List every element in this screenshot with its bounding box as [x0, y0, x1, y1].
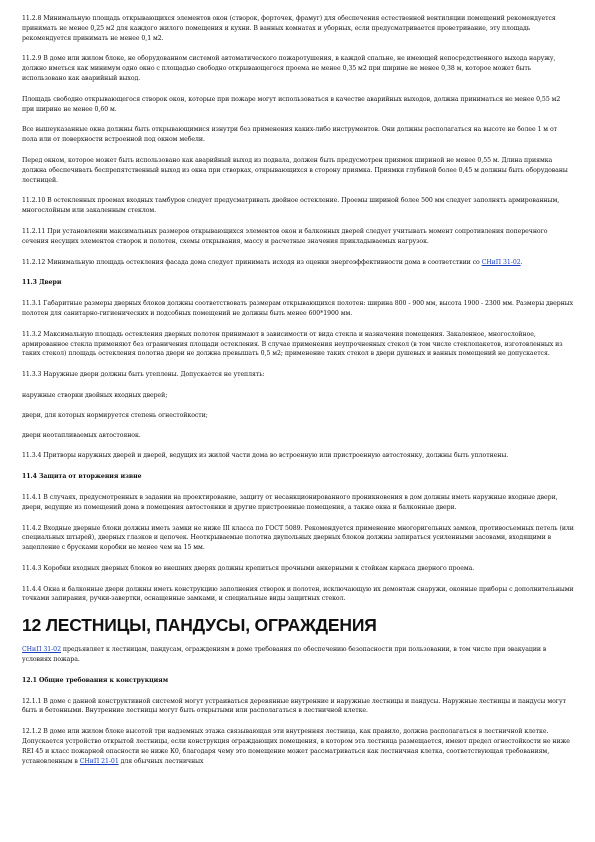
paragraph-11-4-3: 11.4.3 Коробки входных дверных блоков во внешних дверях должны крепиться прочными анкерными к стойкам каркаса дверного проема. [22, 564, 475, 572]
paragraph-11-2-12-text: 11.2.12 Минимальную площадь остекления фасада дома следует принимать исходя из оценки энергоэффективности дома в соответствии со [22, 258, 482, 266]
section-heading-general: 12.1 Общие требования к конструкциям [22, 676, 169, 684]
document-page [22, 14, 574, 777]
paragraph-11-2-8: 11.2.8 Минимальную площадь открывающихся элементов окон (створок, форточек, фрамуг) для обеспечения естественной вентиляции помещений рекомендуется принимать не менее 0,25 м2 для каждого жилого помещения и кухни. В ванных комнатах и уборных, если предусматривается проветривание, эту площадь рекомендуется принимать не менее 0,1 м2. [22, 15, 556, 42]
paragraph-11-2-9: 11.2.9 В доме или жилом блоке, не оборудованном системой автоматического пожаротушения, в каждой спальне, не имеющей непосредственного выхода наружу, должно иметься как минимум одно окно с площадью свободно открывающегося проема не менее 0,35 м2 при ширине не менее 0,38 м, которое может быть использовано как аварийный выход. [22, 55, 556, 82]
paragraph-12-1-2 [22, 727, 574, 766]
paragraph-windows-open: Все вышеуказанные окна должны быть открывающимися изнутри без применения каких-либо инструментов. Они должны располагаться на высоте не более 1 м от пола или от поверхности встроенной под окном мебели. [22, 126, 558, 144]
section-heading-intrusion: 11.4 Защита от вторжения извне [22, 473, 142, 481]
list-item-garage-doors: двери неотапливаемых автостоянок. [22, 431, 141, 439]
paragraph-11-3-4: 11.3.4 Притворы наружных дверей и дверей, ведущих из жилой части дома во встроенную или пристроенную автостоянку, должны быть уплотнены. [22, 452, 509, 460]
chapter-12-intro-text: предъявляет к лестницам, пандусам, ограждениям в доме требования по обеспечению безопасности при пользовании, в том числе при эвакуации в условиях пожара. [22, 646, 547, 664]
paragraph-11-2-11: 11.2.11 При установлении максимальных размеров открывающихся элементов окон и балконных дверей следует учитывать момент сопротивления поперечного сечения несущих элементов створок и полотен, схемы открывания, массу и расчетные значения прикладываемых нагрузок. [22, 227, 548, 245]
list-item-outer-doors: наружные створки двойных входных дверей; [22, 391, 168, 399]
paragraph-11-4-2: 11.4.2 Входные дверные блоки должны иметь замки не ниже III класса по ГОСТ 5089. Рекомендуется применение многоригельных замков, противосъемных петель (или специальных штырей), дверных глазков и цепочек. Неоткрываемые полотна двупольных дверных блоков должны запираться усиленными засовами, входящими в зацепление с брусками коробки не менее чем на 15 мм. [22, 524, 574, 552]
paragraph-11-3-1: 11.3.1 Габаритные размеры дверных блоков должны соответствовать размерам открывающихся полотен: ширина 800 - 900 мм, высота 1900 - 2300 мм. Размеры дверных полотен для санитарно-гигиенических и подсобных помещений не должны быть менее 600*1900 мм. [22, 300, 574, 317]
paragraph-basement-pit: Перед окном, которое может быть использовано как аварийный выход из подвала, должен быть предусмотрен приямок шириной не менее 0,55 м. Длина приямка должна обеспечивать беспрепятственный выход из окна при створках, открывающихся в сторону приямка. Приямки глубиной более 0,45 м должны быть оборудованы лестницей. [22, 156, 568, 184]
paragraph-window-area: Площадь свободно открывающегося створок окон, которые при пожаре могут использоваться в качестве аварийных выходов, должна приниматься не менее 0,55 м2 при ширине не менее 0,60 м. [22, 95, 561, 113]
paragraph-11-2-10: 11.2.10 В остекленных проемах входных тамбуров следует предусматривать двойное остекление. Проемы шириной более 500 мм следует заполнять армированным, многослойным или закаленным стеклом. [22, 197, 560, 215]
paragraph-12-1-2-end: для обычных лестничных [118, 757, 204, 765]
paragraph-12-1-1: 12.1.1 В доме с данной конструктивной системой могут устраиваться деревянные внутренние и наружные лестницы и пандусы. Наружные лестницы и пандусы могут быть и бетонными. Внутренние лестницы могут быть открытыми или располагаться в лестничной клетке. [22, 697, 566, 715]
paragraph-11-3-2: 11.3.2 Максимальную площадь остекления дверных полотен принимают в зависимости от вида стекла и назначения помещения. Закаленное, многослойное, армированное стекла применяют без ограничения площади остекления. В случае применения неупрочненных стекол (в том числе стеклопакетов, изготовленных из таких стекол) площадь остекления полотна двери не должна превышать 0,5 м2; применение таких стекол в двери душевых и ванных помещений не допускается. [22, 330, 563, 358]
paragraph-11-2-12 [22, 258, 574, 268]
paragraph-chapter-12-intro [22, 645, 574, 665]
paragraph-11-4-4: 11.4.4 Окна и балконные двери должны иметь конструкцию заполнения створок и полотен, исключающую их демонтаж снаружи, оконные приборы с дополнительными точками запирания, ручки-завертки, оснащенные замками, и специальные виды защитных стекол. [22, 585, 574, 603]
paragraph-11-2-12-end: . [520, 258, 523, 266]
list-item-fire-doors: двери, для которых нормируется степень огнестойкости; [22, 411, 208, 419]
chapter-title-12: 12 ЛЕСТНИЦЫ, ПАНДУСЫ, ОГРАЖДЕНИЯ [22, 615, 377, 636]
section-heading-doors: 11.3 Двери [22, 279, 62, 287]
snip-21-01-link[interactable]: СНиП 21-01 [79, 757, 119, 765]
paragraph-11-4-1: 11.4.1 В случаях, предусмотренных в задании на проектирование, защиту от несанкционированного проникновения в дом должны иметь наружные входные двери, двери, ведущие из помещений дома в помещения автостоянки и другие пристроенные помещения, а также окна и балконные двери. [22, 493, 558, 511]
snip-31-02-link[interactable]: СНиП 31-02 [481, 258, 521, 266]
snip-31-02-link-2[interactable]: СНиП 31-02 [22, 646, 61, 654]
paragraph-11-3-3: 11.3.3 Наружные двери должны быть утеплены. Допускается не утеплять: [22, 371, 265, 379]
paragraph-12-1-2-text: 12.1.2 В доме или жилом блоке высотой три надземных этажа связывающая эти внутренняя лестница, как правило, должна располагаться в лестничной клетке. Допускается устройство открытой лестницы, если конструкция ограждающих помещения, в котором эта лестница размещается, имеют предел огнестойкости не ниже REI 45 и класс пожарной опасности не ниже К0, благодаря чему это помещение может рассматриваться как лестничная клетка, соответствующая требованиям, установленным в [22, 728, 570, 765]
